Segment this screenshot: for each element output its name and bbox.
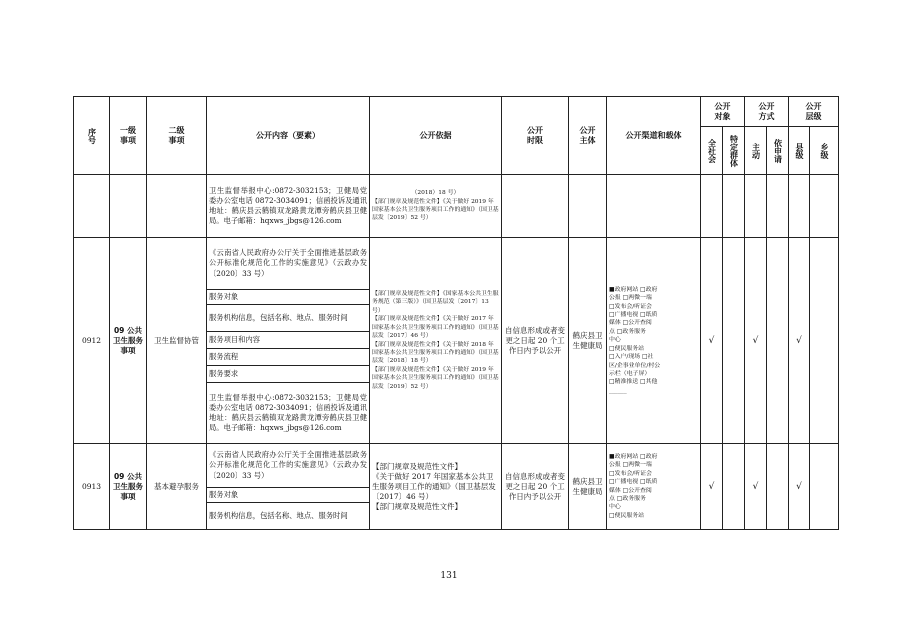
channel-line: □精准推送 □其他 xyxy=(609,379,658,386)
header-level2: 二级事项 xyxy=(147,97,207,175)
channel-line: ■政府网站 □政府 xyxy=(609,286,658,293)
page-number: 131 xyxy=(440,571,458,581)
header-subject: 公开主体 xyxy=(569,97,607,175)
header-seq: 序号 xyxy=(74,97,110,175)
header-level1: 一级事项 xyxy=(110,97,147,175)
row-0912-channel xyxy=(607,238,701,444)
row-0912-content-5: 服务要求 xyxy=(207,366,370,383)
basis-line: 【部门规章及规范性文件】 xyxy=(372,501,462,511)
channel-line: 点 □政务服务 xyxy=(609,495,646,502)
channel-line: □发布会/听证会 xyxy=(609,470,652,477)
row-0912-check-county: √ xyxy=(789,238,810,444)
row-0913-check-active: √ xyxy=(745,444,767,530)
channel-line: 公报 □两微一端 xyxy=(609,462,652,469)
row-0913-check-request xyxy=(767,444,789,530)
table-row xyxy=(74,444,839,488)
row-0912-level2: 卫生监督协管 xyxy=(147,238,207,444)
document-table-container xyxy=(73,96,838,530)
cont-subject xyxy=(569,175,607,238)
row-0913-check-county: √ xyxy=(789,444,810,530)
row-0913-content-1: 服务对象 xyxy=(207,488,370,503)
cont-check xyxy=(789,175,810,238)
row-0912-level1: 09 公共卫生服务事项 xyxy=(110,238,147,444)
channel-line: ■政府网站 □政府 xyxy=(609,453,658,460)
channel-line: 媒体 □公开查阅 xyxy=(609,487,652,494)
row-0913-basis xyxy=(370,444,502,530)
basis-line: 【部门规章及规范性文件】 xyxy=(372,461,462,471)
row-0913-content-0: 《云南省人民政府办公厅关于全面推进基层政务公开标准化规范化工作的实施意见》（云政办发〔2020〕33 号） xyxy=(207,444,370,488)
cont-basis-line: （2018）18 号） xyxy=(411,190,460,197)
header-channel: 公开渠道和载体 xyxy=(607,97,701,175)
row-0912-basis xyxy=(370,238,502,444)
cont-basis xyxy=(370,175,502,238)
cont-check xyxy=(767,175,789,238)
row-0912-subject: 鹤庆县卫生健康局 xyxy=(569,238,607,444)
cont-content: 卫生监督举报中心:0872-3032153；卫健局党委办公室电话 0872-3034091；信函投诉及通讯地址：鹤庆县云鹤镇双龙路黄龙潭旁鹤庆县卫健局。电子邮箱：hqxws_jbgs@126.com xyxy=(207,175,370,238)
row-0913-subject: 鹤庆县卫生健康局 xyxy=(569,444,607,530)
row-0913-check-township xyxy=(810,444,839,530)
channel-line: □广播电视 □纸质 xyxy=(609,479,658,486)
channel-line: ______ xyxy=(609,387,627,394)
header-tier-township: 乡级 xyxy=(810,127,839,175)
row-0912-content-2: 服务机构信息，包括名称、地点、服务时间 xyxy=(207,305,370,332)
row-0912-content-1: 服务对象 xyxy=(207,290,370,305)
channel-line: 媒体 □公开查阅 xyxy=(609,320,652,327)
channel-line: 区/企事业单位/村公 xyxy=(609,362,661,369)
row-0913-time-limit: 自信息形成或者变更之日起 20 个工作日内予以公开 xyxy=(502,444,569,530)
row-0912-check-township xyxy=(810,238,839,444)
row-0913-level2: 基本避孕服务 xyxy=(147,444,207,530)
header-target-all: 全社会 xyxy=(701,127,723,175)
row-0913-level1: 09 公共卫生服务事项 xyxy=(110,444,147,530)
row-0913-check-all: √ xyxy=(701,444,723,530)
header-method: 公开方式 xyxy=(745,97,789,127)
row-0912-content-6: 卫生监督举报中心:0872-3032153；卫健局党委办公室电话 0872-3034091；信函投诉及通讯地址：鹤庆县云鹤镇双龙路黄龙潭旁鹤庆县卫健局。电子邮箱：hqxws_jbgs@126.com xyxy=(207,383,370,444)
row-0912-check-specific xyxy=(723,238,745,444)
channel-line: □入户/现场 □社 xyxy=(609,354,654,361)
channel-line: 示栏（电子屏） xyxy=(609,370,651,377)
cont-basis-line: 【部门规章及规范性文件】《关于做好 2019 年国家基本公共卫生服务项目工作的通知》（国卫基层发〔2019〕52 号） xyxy=(372,198,499,222)
continuation-row xyxy=(74,175,839,238)
channel-line: 公报 □两微一端 xyxy=(609,295,652,302)
header-method-request: 依申请 xyxy=(767,127,789,175)
cont-level2 xyxy=(147,175,207,238)
cont-time xyxy=(502,175,569,238)
header-tier-county: 县级 xyxy=(789,127,810,175)
basis-line: 《关于做好 2017 年国家基本公共卫生服务项目工作的通知》（国卫基层发〔2017〕46 号） xyxy=(372,471,496,501)
channel-line: 中心 xyxy=(609,504,621,511)
header-content: 公开内容（要素） xyxy=(207,97,370,175)
header-basis: 公开依据 xyxy=(370,97,502,175)
channel-line: 点 □政务服务 xyxy=(609,328,646,335)
row-0912-check-request xyxy=(767,238,789,444)
channel-line: □便民服务站 xyxy=(609,512,645,519)
cont-check xyxy=(745,175,767,238)
cont-check xyxy=(701,175,723,238)
disclosure-table xyxy=(73,96,839,530)
channel-line: □广播电视 □纸质 xyxy=(609,312,658,319)
channel-line: □便民服务站 xyxy=(609,345,645,352)
basis-line: 【部门规章及规范性文件】《关于做好 2018 年国家基本公共卫生服务项目工作的通知》（国卫基层发〔2018〕18 号） xyxy=(372,341,499,365)
basis-line: 【部门规章及规范性文件】《关于做好 2019 年国家基本公共卫生服务项目工作的通知》（国卫基层发〔2019〕52 号） xyxy=(372,366,499,390)
basis-line: 【部门规章及规范性文件】《关于做好 2017 年国家基本公共卫生服务项目工作的通知》（国卫基层发〔2017〕46 号） xyxy=(372,316,499,340)
row-0913-seq: 0913 xyxy=(74,444,110,530)
row-0912-content-0: 《云南省人民政府办公厅关于全面推进基层政务公开标准化规范化工作的实施意见》（云政办发〔2020〕33 号） xyxy=(207,238,370,290)
header-time-limit: 公开时限 xyxy=(502,97,569,175)
header-target-specific: 特定群体 xyxy=(723,127,745,175)
basis-line: 【部门规章及规范性文件】《国家基本公共卫生服务规范（第三版）》（国卫基层发〔2017〕13 号） xyxy=(372,291,499,314)
cont-check xyxy=(810,175,839,238)
cont-channel xyxy=(607,175,701,238)
cont-level1 xyxy=(110,175,147,238)
channel-line: □发布会/听证会 xyxy=(609,303,652,310)
channel-line: 中心 xyxy=(609,337,621,344)
row-0912-seq: 0912 xyxy=(74,238,110,444)
row-0912-content-4: 服务流程 xyxy=(207,349,370,366)
header-row-1 xyxy=(74,97,839,127)
cont-seq xyxy=(74,175,110,238)
row-0913-channel xyxy=(607,444,701,530)
row-0913-check-specific xyxy=(723,444,745,530)
table-row xyxy=(74,238,839,290)
cont-check xyxy=(723,175,745,238)
header-tier: 公开层级 xyxy=(789,97,839,127)
header-target: 公开对象 xyxy=(701,97,745,127)
row-0912-time-limit: 自信息形成或者变更之日起 20 个工作日内予以公开 xyxy=(502,238,569,444)
row-0912-content-3: 服务项目和内容 xyxy=(207,332,370,349)
row-0912-check-all: √ xyxy=(701,238,723,444)
row-0913-content-2: 服务机构信息，包括名称、地点、服务时间 xyxy=(207,503,370,530)
row-0912-check-active: √ xyxy=(745,238,767,444)
header-method-active: 主动 xyxy=(745,127,767,175)
